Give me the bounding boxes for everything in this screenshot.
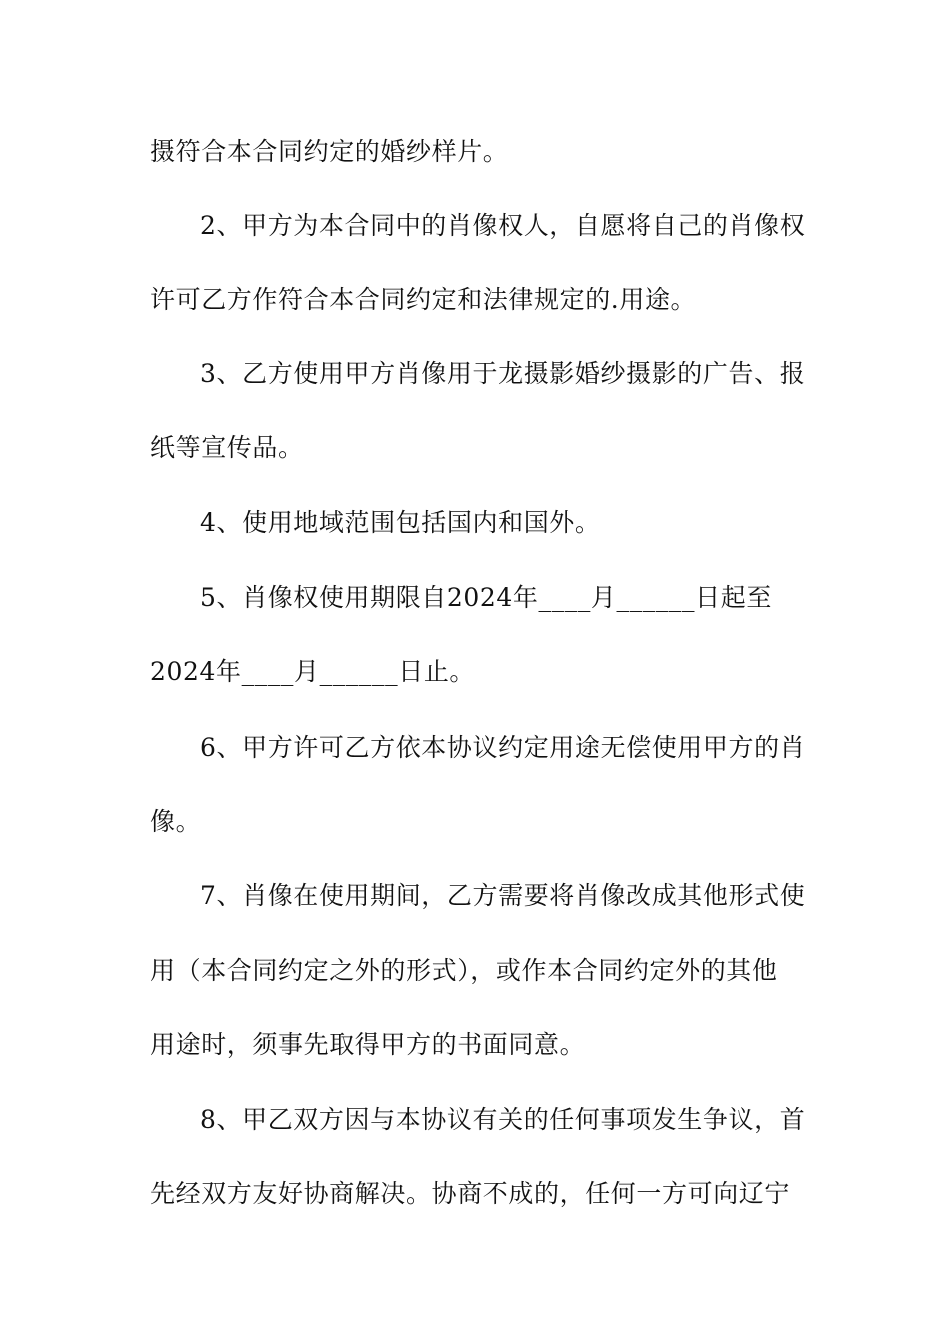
text-line-4: 3、乙方使用甲方肖像用于龙摄影婚纱摄影的广告、报 xyxy=(200,359,806,388)
text-line-14: 8、甲乙双方因与本协议有关的任何事项发生争议，首 xyxy=(200,1105,806,1134)
text-line-11: 7、肖像在使用期间，乙方需要将肖像改成其他形式使 xyxy=(200,881,806,910)
text-line-2: 2、甲方为本合同中的肖像权人，自愿将自己的肖像权 xyxy=(200,211,806,240)
text-line-8: 2024年____月______日止。 xyxy=(150,657,476,686)
text-line-3: 许可乙方作符合本合同约定和法律规定的.用途。 xyxy=(150,285,697,314)
text-line-15: 先经双方友好协商解决。协商不成的，任何一方可向辽宁 xyxy=(150,1179,791,1208)
text-line-9: 6、甲方许可乙方依本协议约定用途无偿使用甲方的肖 xyxy=(200,733,806,762)
text-line-13: 用途时，须事先取得甲方的书面同意。 xyxy=(150,1030,586,1059)
text-line-1: 摄符合本合同约定的婚纱样片。 xyxy=(150,137,509,166)
text-line-7: 5、肖像权使用期限自2024年____月______日起至 xyxy=(200,583,772,612)
text-line-6: 4、使用地域范围包括国内和国外。 xyxy=(200,508,601,537)
text-line-10: 像。 xyxy=(150,807,202,836)
text-line-12: 用（本合同约定之外的形式），或作本合同约定外的其他 xyxy=(150,956,778,985)
text-line-5: 纸等宣传品。 xyxy=(150,433,304,462)
